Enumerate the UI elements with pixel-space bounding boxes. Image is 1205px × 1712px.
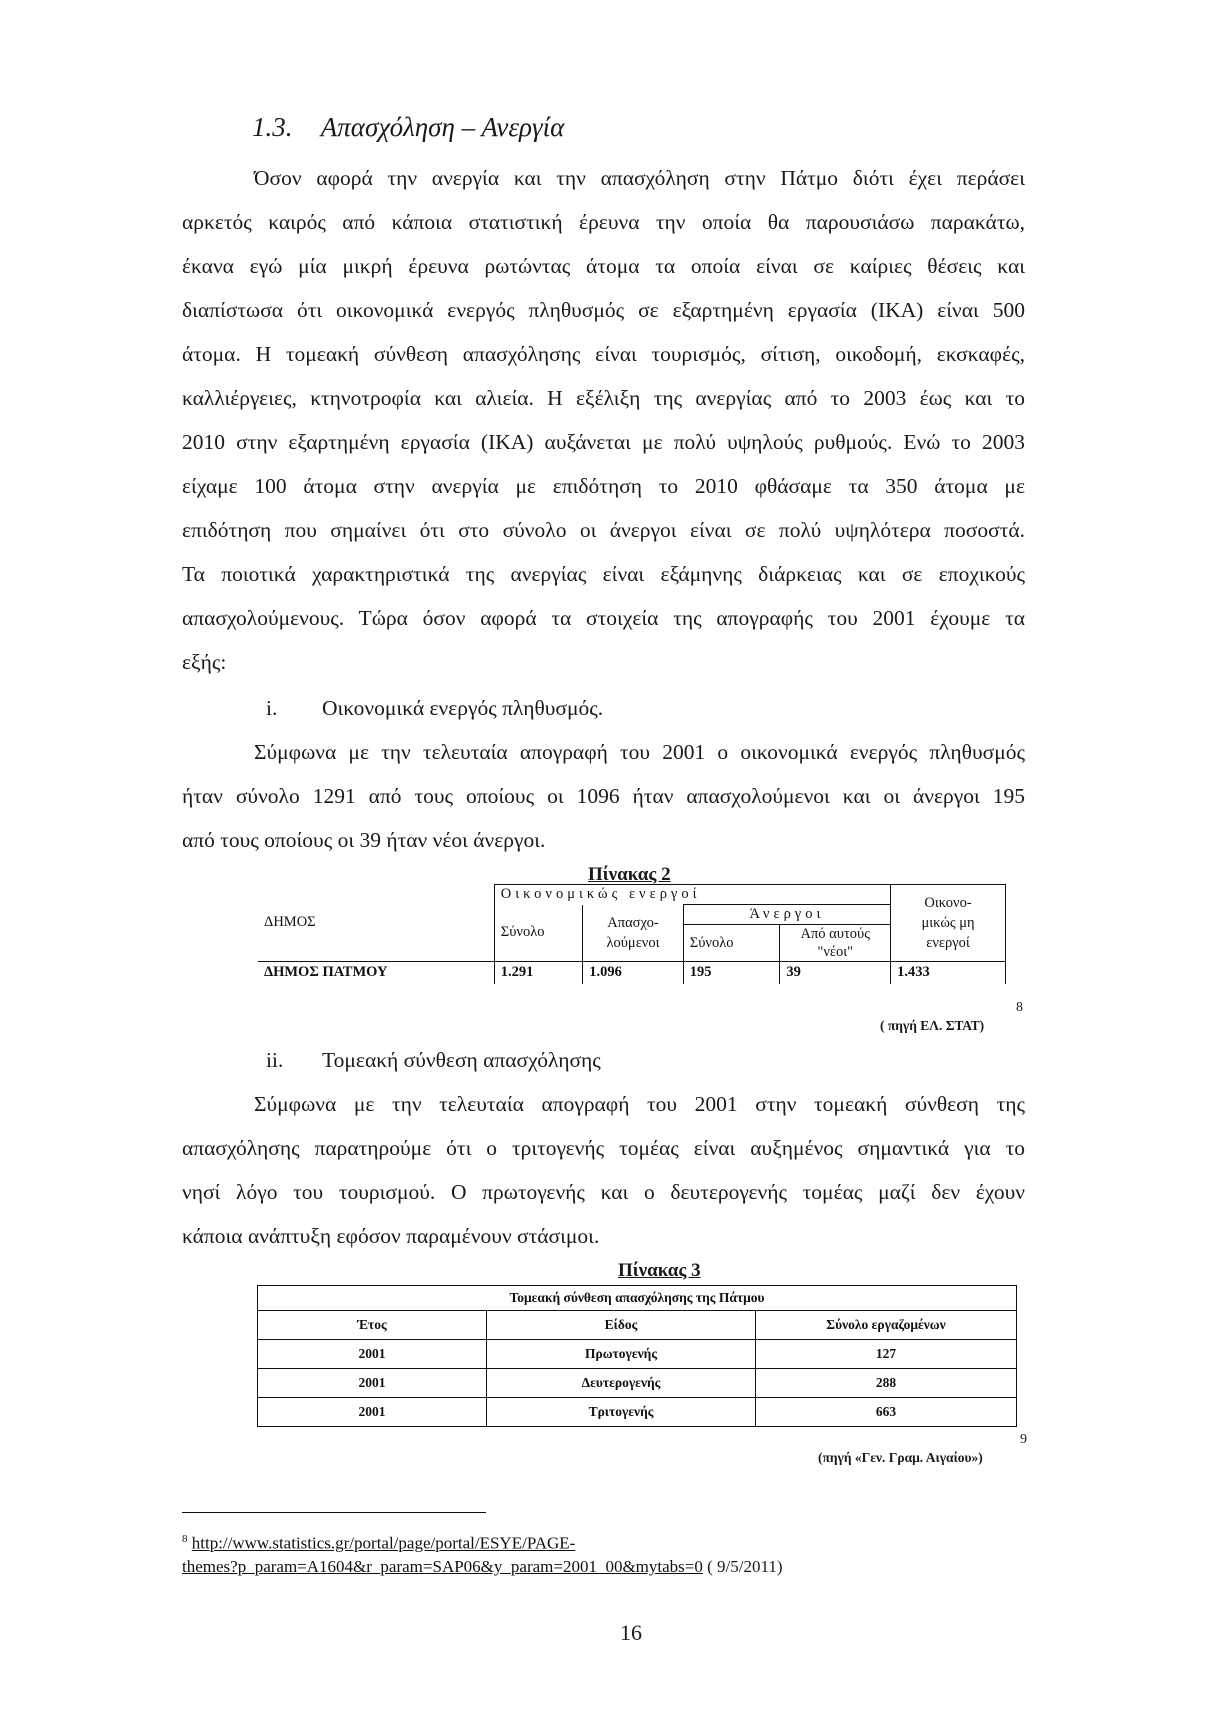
- table2-cell-unemployed: 195: [683, 962, 780, 984]
- subsection-2-heading: [266, 1048, 601, 1073]
- table-row: [258, 1398, 1017, 1427]
- table2-footnote-ref: 8: [1016, 1000, 1023, 1015]
- text-line: αρκετός καιρός από κάποια στατιστική έρευνα την οποία θα παρουσιάσω παρακάτω,: [182, 210, 1025, 234]
- table3-header-total: Σύνολο εργαζομένων: [756, 1311, 1017, 1340]
- table3-source: (πηγή «Γεν. Γραμ. Αιγαίου»): [818, 1450, 983, 1465]
- table2-header-total: Σύνολο: [494, 905, 582, 962]
- paragraph-population: [182, 730, 1025, 862]
- table3-header-kind: Είδος: [487, 1311, 756, 1340]
- footnote-date: ( 9/5/2011): [707, 1556, 783, 1576]
- table3-cell-year: 2001: [258, 1369, 487, 1398]
- table2-header-young: [780, 925, 891, 962]
- table2-cell-total: 1.291: [494, 962, 582, 984]
- table2-caption: Πίνακας 2: [588, 864, 671, 885]
- subsection-marker: i.: [266, 696, 278, 720]
- table3-cell-kind: Πρωτογενής: [487, 1340, 756, 1369]
- table-row: [258, 1369, 1017, 1398]
- footnote-divider: [182, 1512, 486, 1513]
- text-line: καλλιέργειες, κτηνοτροφία και αλιεία. Η εξέλιξη της ανεργίας από το 2003 έως και το: [182, 386, 1025, 410]
- section-heading: [252, 112, 564, 143]
- table2-cell-dimos: ΔΗΜΟΣ ΠΑΤΜΟΥ: [258, 962, 494, 984]
- paragraph-sectors: [182, 1082, 1025, 1258]
- table2-header-employed: [583, 905, 684, 962]
- table2-header-unemployed: Άνεργοι: [683, 905, 890, 925]
- text-line: απασχολούμενους. Τώρα όσον αφορά τα στοιχεία της απογραφής του 2001 έχουμε τα: [182, 606, 1025, 630]
- table3-cell-kind: Τριτογενής: [487, 1398, 756, 1427]
- table2-header-group: Οικονομικώς ενεργοί: [494, 885, 890, 905]
- text-line: διαπίστωσα ότι οικονομικά ενεργός πληθυσμός σε εξαρτημένη εργασία (ΙΚΑ) είναι 500: [182, 298, 1025, 322]
- text-line: εξής:: [182, 650, 227, 674]
- table3-cell-total: 127: [756, 1340, 1017, 1369]
- subsection-1-heading: [266, 696, 603, 721]
- table3-cell-total: 663: [756, 1398, 1017, 1427]
- text-line: ήταν σύνολο 1291 από τους οποίους οι 1096 ήταν απασχολούμενοι και οι άνεργοι 195: [182, 784, 1025, 808]
- table2-cell-inactive: 1.433: [891, 962, 1006, 984]
- header-line: "νέοι": [817, 944, 854, 960]
- text-line: έκανα εγώ μία μικρή έρευνα ρωτώντας άτομα τα οποία είναι σε καίριες θέσεις και: [182, 254, 1025, 278]
- text-line: απασχόλησης παρατηρούμε ότι ο τριτογενής τομέας είναι αυξημένος σημαντικά για το: [182, 1136, 1025, 1160]
- table2-header-unemployed-total: Σύνολο: [683, 925, 780, 962]
- intro-paragraph: [182, 156, 1025, 684]
- header-line: Οικονο-: [924, 895, 972, 911]
- text-line: Τα ποιοτικά χαρακτηριστικά της ανεργίας είναι εξάμηνης διάρκειας και σε εποχικούς: [182, 562, 1025, 586]
- text-line: άτομα. Η τομεακή σύνθεση απασχόλησης είναι τουρισμός, σίτιση, οικοδομή, εκσκαφές,: [182, 342, 1025, 366]
- table3-footnote-ref: 9: [1020, 1432, 1027, 1447]
- table2-header-inactive: [891, 885, 1006, 962]
- text-line: επιδότηση που σημαίνει ότι στο σύνολο οι άνεργοι είναι σε πολύ υψηλότερα ποσοστά.: [182, 518, 1025, 542]
- text-line: κάποια ανάπτυξη εφόσον παραμένουν στάσιμοι.: [182, 1224, 600, 1248]
- text-line: Σύμφωνα με την τελευταία απογραφή του 2001 στην τομεακή σύνθεση της: [254, 1092, 1025, 1116]
- footnote: [182, 1528, 783, 1578]
- table3-cell-kind: Δευτερογενής: [487, 1369, 756, 1398]
- subsection-title: Τομεακή σύνθεση απασχόλησης: [322, 1048, 601, 1072]
- footnote-link[interactable]: http://www.statistics.gr/portal/page/portal/ESYE/PAGE-: [191, 1533, 576, 1553]
- footnote-mark: 8: [182, 1533, 188, 1545]
- subsection-title: Οικονομικά ενεργός πληθυσμός.: [322, 696, 604, 720]
- section-title: Απασχόληση – Ανεργία: [320, 112, 565, 142]
- text-line: από τους οποίους οι 39 ήταν νέοι άνεργοι.: [182, 828, 546, 852]
- table2-header-dimos: ΔΗΜΟΣ: [258, 885, 494, 962]
- table2-economically-active: [258, 884, 1006, 984]
- header-line: Απασχο-: [607, 914, 659, 931]
- text-line: είχαμε 100 άτομα στην ανεργία με επιδότηση το 2010 φθάσαμε τα 350 άτομα με: [182, 474, 1025, 498]
- header-line: ενεργοί: [926, 935, 970, 951]
- table3-header-year: Έτος: [258, 1311, 487, 1340]
- table3-cell-total: 288: [756, 1369, 1017, 1398]
- table3-cell-year: 2001: [258, 1340, 487, 1369]
- table2-source: ( πηγή ΕΛ. ΣΤΑΤ): [880, 1018, 985, 1033]
- table3-sector-composition: [257, 1285, 1017, 1427]
- header-line: λούμενοι: [606, 934, 660, 951]
- section-number: 1.3.: [252, 112, 293, 142]
- table3-title: Τομεακή σύνθεση απασχόλησης της Πάτμου: [258, 1286, 1017, 1311]
- page-number: 16: [620, 1620, 642, 1645]
- text-line: νησί λόγο του τουρισμού. Ο πρωτογενής και ο δευτερογενής τομέας μαζί δεν έχουν: [182, 1180, 1025, 1204]
- text-line: 2010 στην εξαρτημένη εργασία (ΙΚΑ) αυξάνεται με πολύ υψηλούς ρυθμούς. Ενώ το 2003: [182, 430, 1025, 454]
- table2-cell-young: 39: [780, 962, 891, 984]
- table2-cell-employed: 1.096: [583, 962, 684, 984]
- table3-caption: Πίνακας 3: [618, 1260, 701, 1281]
- text-line: Σύμφωνα με την τελευταία απογραφή του 2001 ο οικονομικά ενεργός πληθυσμός: [254, 740, 1025, 764]
- header-line: μικώς μη: [921, 915, 975, 931]
- header-line: Από αυτούς: [800, 926, 870, 942]
- text-line: Όσον αφορά την ανεργία και την απασχόληση στην Πάτμο διότι έχει περάσει: [254, 166, 1025, 190]
- footnote-link[interactable]: themes?p_param=A1604&r_param=SAP06&y_param=2001_00&mytabs=0: [182, 1556, 703, 1576]
- table3-cell-year: 2001: [258, 1398, 487, 1427]
- table-row: [258, 1340, 1017, 1369]
- subsection-marker: ii.: [266, 1048, 284, 1072]
